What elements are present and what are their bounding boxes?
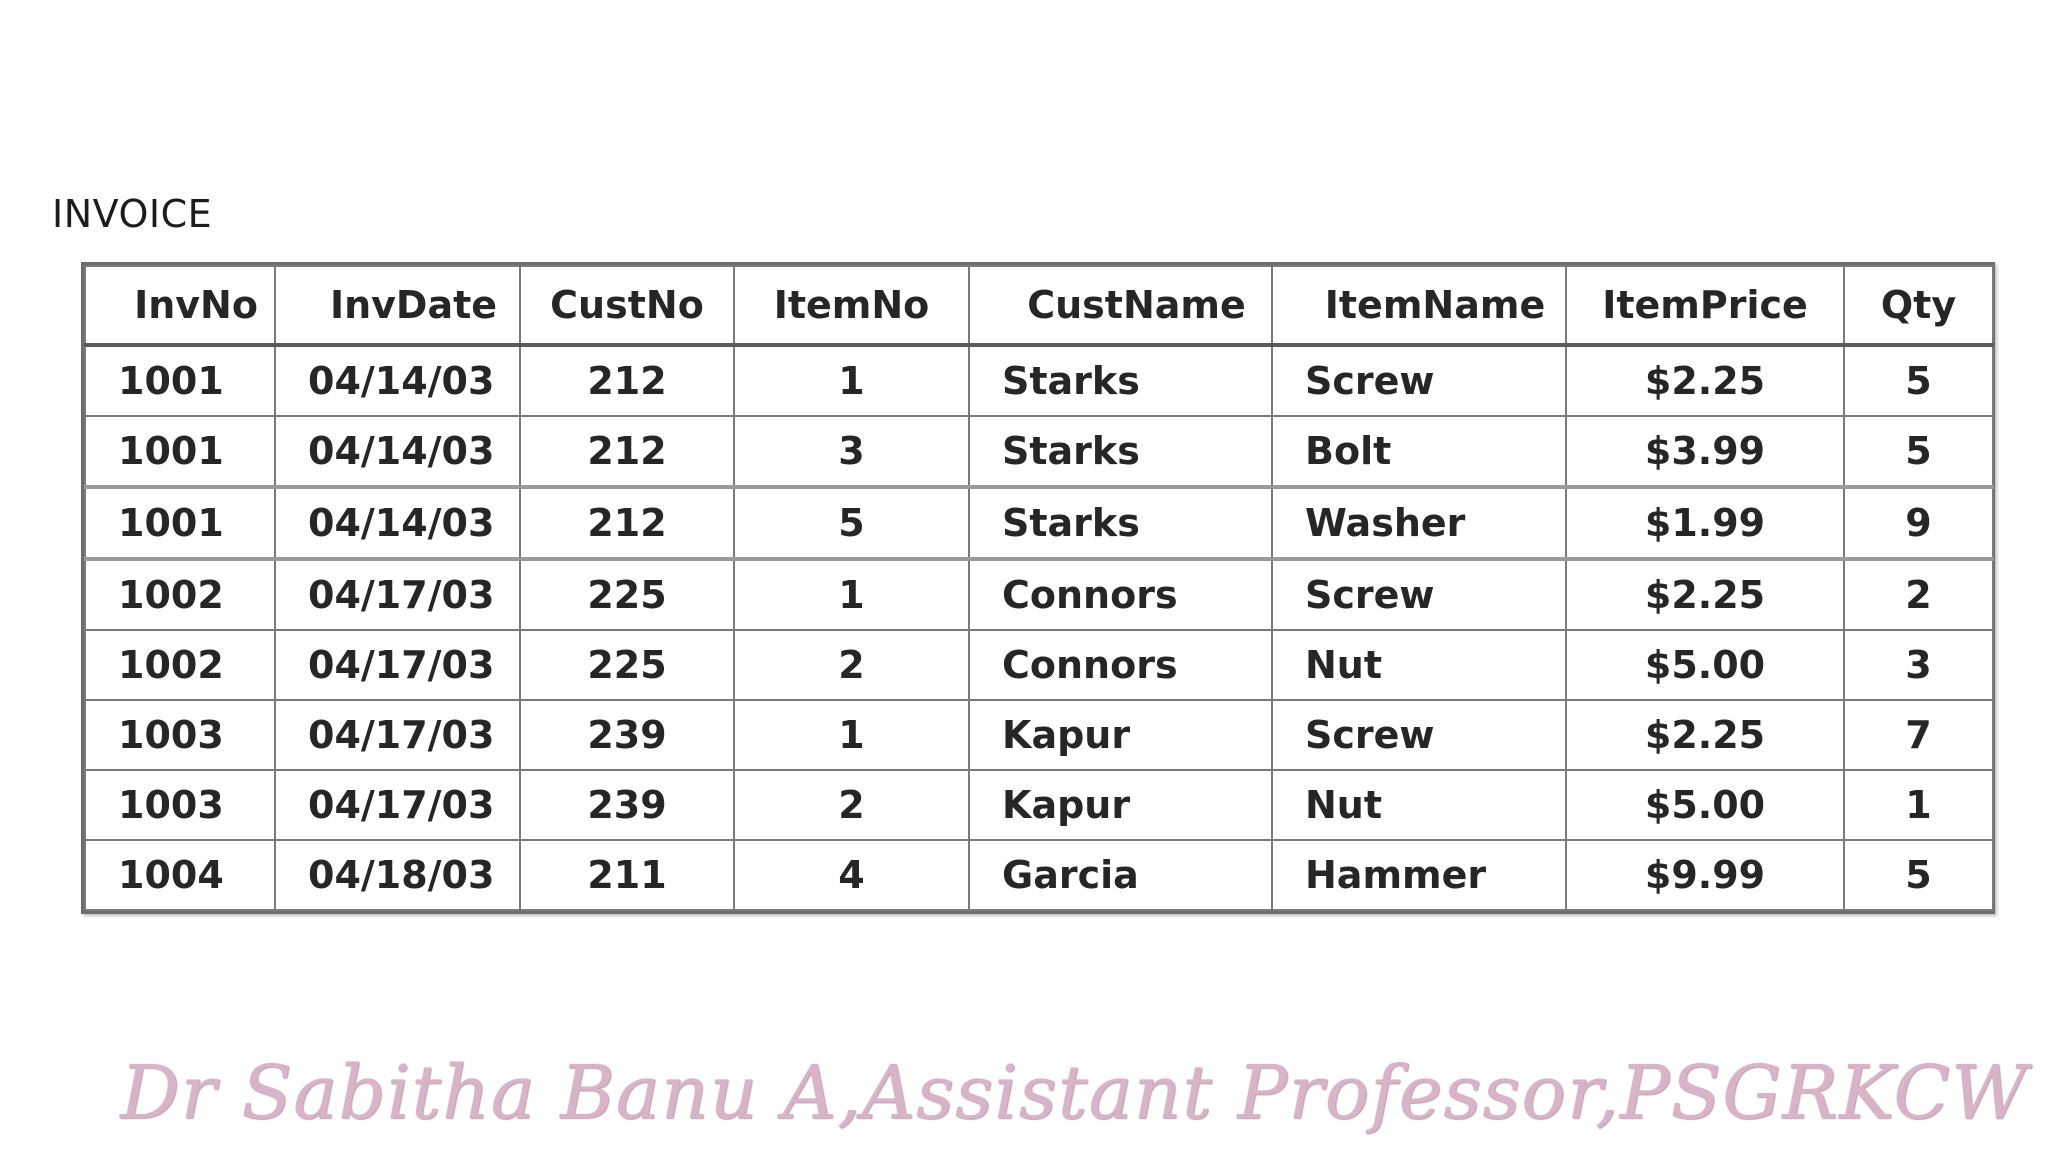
cell-itemno: 5 <box>734 487 969 559</box>
cell-custno: 225 <box>520 559 734 630</box>
cell-custname: Kapur <box>969 770 1272 840</box>
header-itemname: ItemName <box>1272 266 1566 345</box>
author-watermark: Dr Sabitha Banu A,Assistant Professor,PSGRKCW <box>120 1050 2028 1136</box>
invoice-title: INVOICE <box>52 192 213 236</box>
cell-itemname: Nut <box>1272 630 1566 700</box>
cell-itemprice: $2.25 <box>1566 700 1844 770</box>
cell-invdate: 04/17/03 <box>275 559 520 630</box>
cell-custno: 239 <box>520 700 734 770</box>
cell-invno: 1001 <box>85 416 275 487</box>
cell-itemname: Washer <box>1272 487 1566 559</box>
invoice-table <box>84 265 1994 911</box>
cell-custno: 212 <box>520 345 734 416</box>
cell-itemno: 4 <box>734 840 969 910</box>
cell-itemname: Hammer <box>1272 840 1566 910</box>
cell-invno: 1001 <box>85 487 275 559</box>
cell-invdate: 04/17/03 <box>275 770 520 840</box>
cell-itemno: 2 <box>734 770 969 840</box>
cell-qty: 5 <box>1844 840 1993 910</box>
cell-invdate: 04/14/03 <box>275 416 520 487</box>
header-custno: CustNo <box>520 266 734 345</box>
cell-itemname: Screw <box>1272 345 1566 416</box>
cell-qty: 2 <box>1844 559 1993 630</box>
table-row <box>85 559 1993 630</box>
cell-invdate: 04/17/03 <box>275 630 520 700</box>
cell-custno: 212 <box>520 416 734 487</box>
cell-itemno: 2 <box>734 630 969 700</box>
cell-custname: Starks <box>969 345 1272 416</box>
table-row <box>85 840 1993 910</box>
cell-custname: Connors <box>969 559 1272 630</box>
table-row <box>85 630 1993 700</box>
cell-invno: 1004 <box>85 840 275 910</box>
header-itemno: ItemNo <box>734 266 969 345</box>
table-header-row <box>85 266 1993 345</box>
cell-itemprice: $2.25 <box>1566 559 1844 630</box>
cell-invno: 1003 <box>85 770 275 840</box>
table-row <box>85 770 1993 840</box>
cell-custno: 225 <box>520 630 734 700</box>
cell-itemprice: $1.99 <box>1566 487 1844 559</box>
cell-custname: Garcia <box>969 840 1272 910</box>
cell-itemno: 1 <box>734 345 969 416</box>
cell-itemname: Screw <box>1272 700 1566 770</box>
cell-itemname: Nut <box>1272 770 1566 840</box>
cell-custno: 239 <box>520 770 734 840</box>
cell-invdate: 04/18/03 <box>275 840 520 910</box>
invoice-table-container <box>81 262 1995 914</box>
header-invdate: InvDate <box>275 266 520 345</box>
cell-custno: 211 <box>520 840 734 910</box>
cell-itemprice: $2.25 <box>1566 345 1844 416</box>
table-row <box>85 416 1993 487</box>
cell-invdate: 04/14/03 <box>275 487 520 559</box>
cell-itemprice: $3.99 <box>1566 416 1844 487</box>
cell-itemno: 1 <box>734 559 969 630</box>
cell-qty: 5 <box>1844 416 1993 487</box>
header-invno: InvNo <box>85 266 275 345</box>
cell-invno: 1001 <box>85 345 275 416</box>
cell-qty: 3 <box>1844 630 1993 700</box>
cell-itemprice: $5.00 <box>1566 770 1844 840</box>
cell-qty: 7 <box>1844 700 1993 770</box>
cell-itemno: 1 <box>734 700 969 770</box>
cell-invno: 1002 <box>85 630 275 700</box>
cell-itemno: 3 <box>734 416 969 487</box>
header-qty: Qty <box>1844 266 1993 345</box>
cell-itemprice: $9.99 <box>1566 840 1844 910</box>
cell-custname: Connors <box>969 630 1272 700</box>
table-row <box>85 700 1993 770</box>
cell-custname: Starks <box>969 416 1272 487</box>
cell-invdate: 04/14/03 <box>275 345 520 416</box>
header-itemprice: ItemPrice <box>1566 266 1844 345</box>
cell-itemprice: $5.00 <box>1566 630 1844 700</box>
cell-invno: 1003 <box>85 700 275 770</box>
cell-itemname: Bolt <box>1272 416 1566 487</box>
table-row <box>85 487 1993 559</box>
cell-qty: 5 <box>1844 345 1993 416</box>
table-row <box>85 345 1993 416</box>
cell-itemname: Screw <box>1272 559 1566 630</box>
cell-custno: 212 <box>520 487 734 559</box>
header-custname: CustName <box>969 266 1272 345</box>
cell-qty: 1 <box>1844 770 1993 840</box>
cell-custname: Starks <box>969 487 1272 559</box>
cell-qty: 9 <box>1844 487 1993 559</box>
cell-custname: Kapur <box>969 700 1272 770</box>
cell-invno: 1002 <box>85 559 275 630</box>
cell-invdate: 04/17/03 <box>275 700 520 770</box>
